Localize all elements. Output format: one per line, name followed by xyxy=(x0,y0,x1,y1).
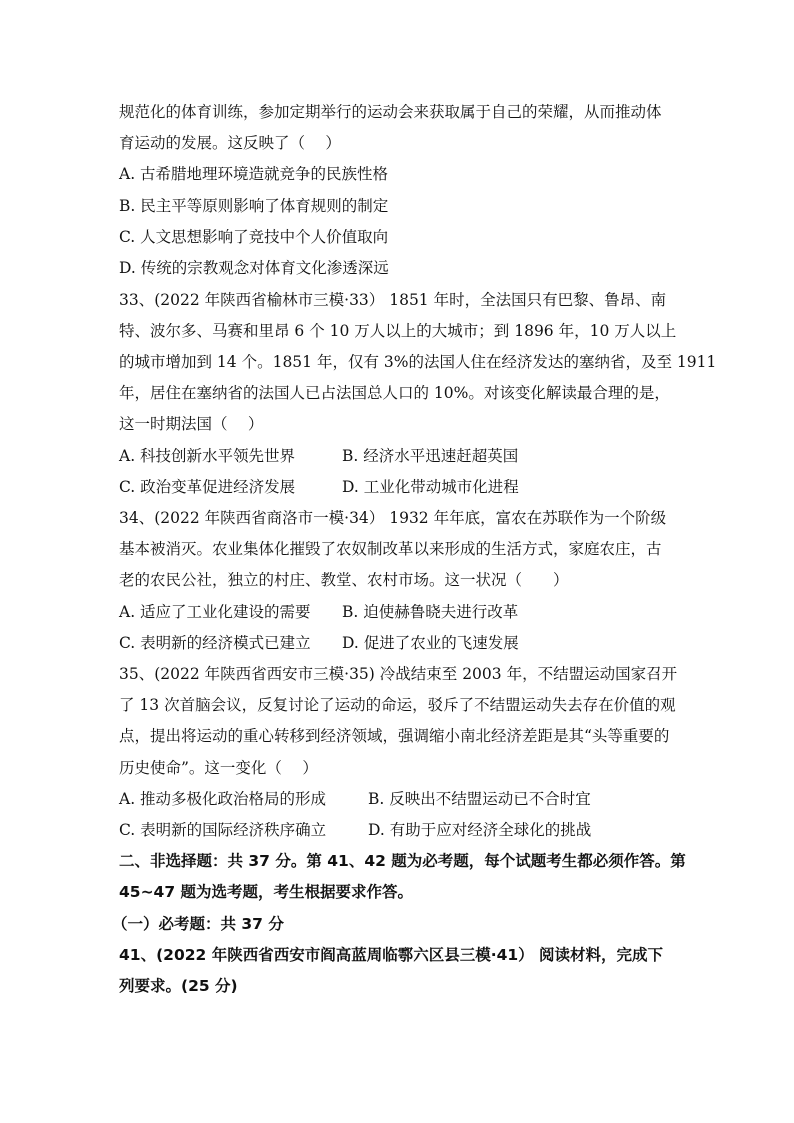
q33-option-d: D. 工业化带动城市化进程 xyxy=(342,478,519,496)
intro-line-1: 规范化的体育训练，参加定期举行的运动会来获取属于自己的荣耀，从而推动体 xyxy=(119,103,662,121)
q35-option-a: A. 推动多极化政治格局的形成 xyxy=(119,790,327,808)
q34-option-b: B. 迫使赫鲁晓夫进行改革 xyxy=(342,603,519,621)
q33-option-a: A. 科技创新水平领先世界 xyxy=(119,447,296,465)
q33-option-c: C. 政治变革促进经济发展 xyxy=(119,478,296,496)
q35-option-d: D. 有助于应对经济全球化的挑战 xyxy=(368,821,592,839)
q34-option-d: D. 促进了农业的飞速发展 xyxy=(342,634,519,652)
q41-line-1: 41、(2022 年陕西省西安市阎高蓝周临鄠六区县三模·41） 阅读材料，完成下 xyxy=(119,946,664,964)
q41-line-2: 列要求。(25 分) xyxy=(119,977,238,995)
q35-option-b: B. 反映出不结盟运动已不合时宜 xyxy=(368,790,591,808)
q32-option-c: C. 人文思想影响了竞技中个人价值取向 xyxy=(119,228,389,246)
q32-option-b: B. 民主平等原则影响了体育规则的制定 xyxy=(119,197,389,215)
q35-line-3: 点，提出将运动的重心转移到经济领域，强调缩小南北经济差距是其“头等重要的 xyxy=(119,727,670,745)
q34-option-a: A. 适应了工业化建设的需要 xyxy=(119,603,311,621)
q35-line-4: 历史使命”。这一变化（ ） xyxy=(119,759,318,777)
q32-option-d: D. 传统的宗教观念对体育文化渗透深远 xyxy=(119,259,389,277)
q35-line-2: 了 13 次首脑会议，反复讨论了运动的命运，驳斥了不结盟运动失去存在价值的观 xyxy=(119,696,676,714)
q34-option-c: C. 表明新的经济模式已建立 xyxy=(119,634,311,652)
q33-line-1: 33、(2022 年陕西省榆林市三模·33） 1851 年时，全法国只有巴黎、鲁昂、南 xyxy=(119,291,667,309)
section2-line-1: 二、非选择题：共 37 分。第 41、42 题为必考题，每个试题考生都必须作答。第 xyxy=(119,852,686,870)
q33-option-b: B. 经济水平迅速赶超英国 xyxy=(342,447,519,465)
q34-line-3: 老的农民公社，独立的村庄、教堂、农村市场。这一状况（ ） xyxy=(119,571,569,589)
subsection-heading: （一）必考题：共 37 分 xyxy=(112,915,284,933)
q34-line-2: 基本被消灭。农业集体化摧毁了农奴制改革以来形成的生活方式，家庭农庄，古 xyxy=(119,540,662,558)
q32-option-a: A. 古希腊地理环境造就竞争的民族性格 xyxy=(119,165,389,183)
section2-line-2: 45~47 题为选考题，考生根据要求作答。 xyxy=(119,883,414,901)
q33-line-2: 特、波尔多、马赛和里昂 6 个 10 万人以上的大城市；到 1896 年，10 万人以上 xyxy=(119,322,677,340)
q33-line-3: 的城市增加到 14 个。1851 年，仅有 3%的法国人住在经济发达的塞纳省，及至 1911 xyxy=(119,353,717,371)
q33-line-5: 这一时期法国（ ） xyxy=(119,415,264,433)
q33-line-4: 年，居住在塞纳省的法国人已占法国总人口的 10%。对该变化解读最合理的是， xyxy=(119,384,670,402)
q34-line-1: 34、(2022 年陕西省商洛市一模·34） 1932 年年底，富农在苏联作为一个阶级 xyxy=(119,509,667,527)
intro-line-2: 育运动的发展。这反映了（ ） xyxy=(119,134,341,152)
q35-line-1: 35、(2022 年陕西省西安市三模·35) 冷战结束至 2003 年，不结盟运动国家召开 xyxy=(119,665,678,683)
q35-option-c: C. 表明新的国际经济秩序确立 xyxy=(119,821,327,839)
